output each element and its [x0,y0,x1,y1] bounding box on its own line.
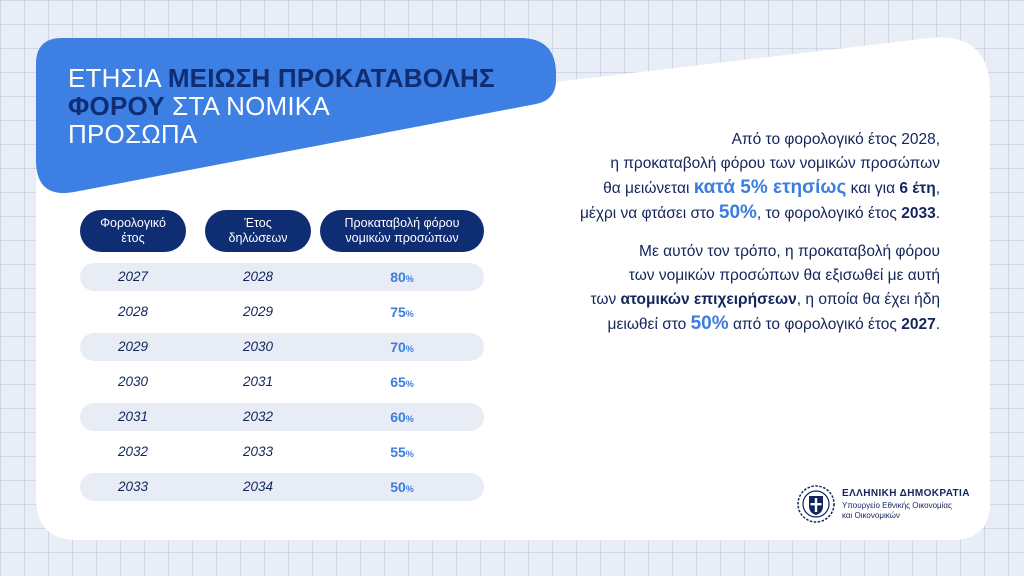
logo-line-2: Υπουργείο Εθνικής Οικονομίας [842,501,952,510]
cell-prepayment: 80% [390,269,414,285]
cell-tax-year: 2031 [117,409,149,424]
cell-prepayment: 75% [390,304,414,320]
cell-tax-year: 2033 [117,479,149,494]
table-header [80,210,484,254]
table-row [80,263,484,291]
cell-prepayment: 60% [390,409,414,425]
cell-tax-year: 2029 [117,339,149,354]
logo-line-1: ΕΛΛΗΝΙΚΗ ΔΗΜΟΚΡΑΤΙΑ [842,488,970,499]
paragraph-2: Με αυτόν τον τρόπο, η προκαταβολή φόρου των νομικών προσώπων θα εξισωθεί με αυτή των ατομικών επιχειρήσεων, η οποία θα έχει ήδη μειωθεί στο 50% από το φορολογικό έτος 2027. [590,243,940,334]
page-title [68,64,508,148]
paragraph-1: Από το φορολογικό έτος 2028, η προκαταβολή φόρου των νομικών προσώπων θα μειώνεται κατά 5% ετησίως και για 6 έτη, μέχρι να φτάσει στο 50%, το φορολογικό έτος 2033. [579,131,940,223]
header-prepayment: Προκαταβολή φόρου νομικών προσώπων [320,210,484,252]
title-part-3: ΦΟΡΟΥ [68,91,165,121]
greek-emblem-icon [796,484,836,524]
cell-prepayment: 70% [390,339,414,355]
cell-declaration-year: 2034 [242,479,274,494]
header-tax-year: Φορολογικό έτος [80,210,186,252]
table-row [80,298,484,326]
cell-declaration-year: 2031 [242,374,274,389]
title-part-4: ΣΤΑ ΝΟΜΙΚΑ [164,91,330,121]
table-row [80,333,484,361]
cell-tax-year: 2032 [117,444,149,459]
table-row [80,368,484,396]
cell-declaration-year: 2030 [242,339,274,354]
prepayment-table [80,210,484,495]
title-part-2: ΜΕΙΩΣΗ ΠΡΟΚΑΤΑΒΟΛΗΣ [167,63,495,93]
cell-declaration-year: 2028 [242,269,274,284]
cell-declaration-year: 2029 [242,304,274,319]
cell-declaration-year: 2032 [242,409,274,424]
logo-line-3: και Οικονομικών [842,511,900,520]
description-text [520,128,940,351]
table-row [80,473,484,501]
title-part-1: ΕΤΗΣΙΑ [68,63,168,93]
title-part-5: ΠΡΟΣΩΠΑ [68,119,198,149]
header-declaration-year: Έτος δηλώσεων [205,210,311,252]
cell-prepayment: 65% [390,374,414,390]
table-row [80,438,484,466]
cell-tax-year: 2028 [117,304,149,319]
ministry-logo [796,484,996,524]
cell-declaration-year: 2033 [242,444,274,459]
cell-tax-year: 2030 [117,374,149,389]
table-row [80,403,484,431]
cell-prepayment: 50% [390,479,414,495]
cell-prepayment: 55% [390,444,414,460]
cell-tax-year: 2027 [117,269,149,284]
